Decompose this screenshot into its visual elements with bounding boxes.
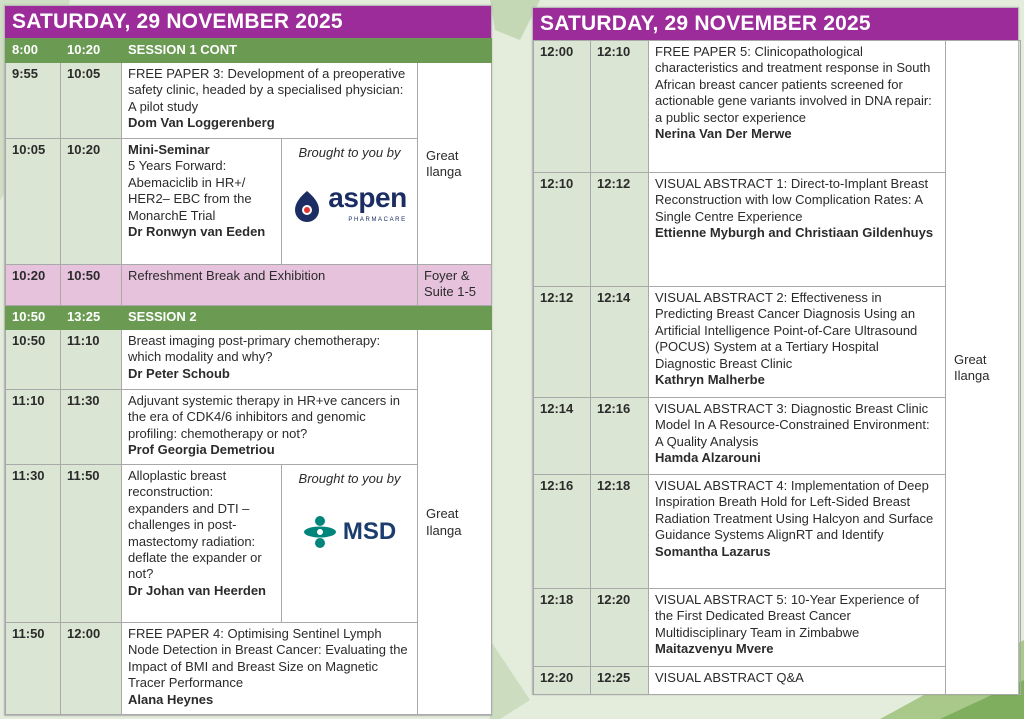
left-schedule-table (5, 38, 492, 715)
start-time: 10:05 (6, 139, 61, 265)
start-time: 10:50 (6, 330, 61, 390)
aspen-subtitle: PHARMACARE (348, 217, 407, 224)
talk-title: VISUAL ABSTRACT 5: 10-Year Experience of the First Dedicated Breast Cancer Multidisciplinary Team in Zimbabwe (655, 592, 919, 640)
start-time: 11:10 (6, 390, 61, 465)
aspen-wordmark: aspen (328, 182, 407, 214)
start-time: 12:12 (534, 287, 591, 398)
talk-title: 5 Years Forward: Abemaciclib in HR+/ HER2– EBC from the MonarchE Trial (128, 158, 252, 223)
start-time: 12:10 (534, 173, 591, 287)
speaker-name: Dr Ronwyn van Eeden (128, 224, 266, 240)
end-time: 12:16 (591, 398, 649, 475)
msd-wordmark: MSD (342, 518, 397, 546)
talk-cell (649, 667, 946, 695)
talk-cell (649, 475, 946, 589)
schedule-row (534, 41, 1021, 173)
mini-seminar-label: Mini-Seminar (128, 142, 210, 157)
end-time: 10:20 (61, 39, 122, 63)
talk-title: FREE PAPER 4: Optimising Sentinel Lymph Node Detection in Breast Cancer: Evaluating the Impact of BMI and Breast Size on Magnetic Tracer Performance (128, 626, 408, 691)
start-time: 9:55 (6, 63, 61, 139)
end-time: 11:10 (61, 330, 122, 390)
speaker-name: Maitazvenyu Mvere (655, 641, 774, 657)
session-title: SESSION 2 (122, 306, 492, 330)
end-time: 12:14 (591, 287, 649, 398)
end-time: 12:18 (591, 475, 649, 589)
end-time: 12:10 (591, 41, 649, 173)
talk-title: FREE PAPER 3: Development of a preoperative safety clinic, headed by a specialised physician: A pilot study (128, 66, 406, 114)
start-time: 11:30 (6, 465, 61, 623)
break-row (6, 265, 492, 306)
talk-cell (122, 63, 418, 139)
session-title: SESSION 1 CONT (122, 39, 492, 63)
aspen-logo-icon (292, 189, 322, 223)
speaker-name: Dr Peter Schoub (128, 365, 230, 381)
end-time: 10:20 (61, 139, 122, 265)
start-time: 11:50 (6, 623, 61, 715)
venue: Great Ilanga (946, 41, 1021, 695)
end-time: 12:12 (591, 173, 649, 287)
venue: Great Ilanga (418, 63, 492, 265)
speaker-name: Somantha Lazarus (655, 543, 771, 559)
end-time: 10:50 (61, 265, 122, 306)
end-time: 12:20 (591, 589, 649, 667)
talk-cell (122, 623, 418, 715)
talk-title: Alloplastic breast reconstruction: expanders and DTI – challenges in post-mastectomy radiation: deflate the expander or not? (128, 468, 262, 582)
start-time: 10:50 (6, 306, 61, 330)
speaker-name: Nerina Van Der Merwe (655, 126, 792, 142)
start-time: 12:20 (534, 667, 591, 695)
venue: Foyer & Suite 1-5 (418, 265, 492, 306)
msd-logo-icon (303, 515, 337, 549)
start-time: 12:16 (534, 475, 591, 589)
speaker-name: Ettienne Myburgh and Christiaan Gildenhuys (655, 225, 934, 241)
talk-title: VISUAL ABSTRACT 1: Direct-to-Implant Breast Reconstruction with low Complication Rates: A Single Centre Experience (655, 176, 929, 224)
talk-title: FREE PAPER 5: Clinicopathological characteristics and treatment response in South African breast cancer patients screened for actionable gene variants involved in DNA repair: a public sector experience (655, 44, 932, 125)
end-time: 12:00 (61, 623, 122, 715)
break-title: Refreshment Break and Exhibition (122, 265, 418, 306)
talk-title: VISUAL ABSTRACT Q&A (655, 670, 804, 685)
msd-logo (286, 487, 413, 577)
sponsor-cell (282, 139, 418, 265)
talk-title: Adjuvant systemic therapy in HR+ve cancers in the era of CDK4/6 inhibitors and genomic profiling: chemotherapy or not? (128, 393, 401, 441)
talk-title: Breast imaging post-primary chemotherapy: which modality and why? (128, 333, 381, 365)
talk-cell (122, 465, 282, 623)
speaker-name: Kathryn Malherbe (655, 372, 765, 388)
end-time: 12:25 (591, 667, 649, 695)
end-time: 11:50 (61, 465, 122, 623)
talk-title: VISUAL ABSTRACT 4: Implementation of Deep Inspiration Breath Hold for Left-Sided Breast Radiation Treatment Using Halcyon and Surface Guidance Systems AlignRT and Identify (655, 478, 934, 543)
talk-title: VISUAL ABSTRACT 3: Diagnostic Breast Clinic Model In A Resource-Constrained Environment: A Quality Analysis (655, 401, 930, 449)
speaker-name: Dom Van Loggerenberg (128, 115, 275, 131)
speaker-name: Prof Georgia Demetriou (128, 442, 275, 458)
sponsor-cell (282, 465, 418, 623)
talk-cell (122, 139, 282, 265)
talk-cell (649, 41, 946, 173)
end-time: 10:05 (61, 63, 122, 139)
session-row (6, 39, 492, 63)
left-schedule-panel (4, 5, 492, 716)
aspen-logo (286, 161, 413, 251)
end-time: 11:30 (61, 390, 122, 465)
talk-title: VISUAL ABSTRACT 2: Effectiveness in Predicting Breast Cancer Diagnosis Using an Artificial Intelligence Point-of-Care Ultrasound (POCUS) System at a Tertiary Hospital Diagnostic Breast Clinic (655, 290, 918, 371)
schedule-row (6, 330, 492, 390)
session-row (6, 306, 492, 330)
speaker-name: Hamda Alzarouni (655, 450, 761, 466)
day-header-left: SATURDAY, 29 NOVEMBER 2025 (5, 6, 491, 38)
brought-to-you-by: Brought to you by (298, 471, 401, 486)
speaker-name: Dr Johan van Heerden (128, 582, 266, 598)
talk-cell (649, 398, 946, 475)
right-schedule-table (533, 40, 1021, 695)
start-time: 8:00 (6, 39, 61, 63)
talk-cell (122, 330, 418, 390)
talk-cell (649, 589, 946, 667)
start-time: 10:20 (6, 265, 61, 306)
talk-cell (122, 390, 418, 465)
day-header-right: SATURDAY, 29 NOVEMBER 2025 (533, 8, 1018, 40)
end-time: 13:25 (61, 306, 122, 330)
right-schedule-panel (532, 7, 1019, 695)
speaker-name: Alana Heynes (128, 691, 214, 707)
talk-cell (649, 173, 946, 287)
schedule-row (6, 63, 492, 139)
talk-cell (649, 287, 946, 398)
venue: Great Ilanga (418, 330, 492, 715)
brought-to-you-by: Brought to you by (298, 145, 401, 160)
start-time: 12:00 (534, 41, 591, 173)
start-time: 12:18 (534, 589, 591, 667)
start-time: 12:14 (534, 398, 591, 475)
